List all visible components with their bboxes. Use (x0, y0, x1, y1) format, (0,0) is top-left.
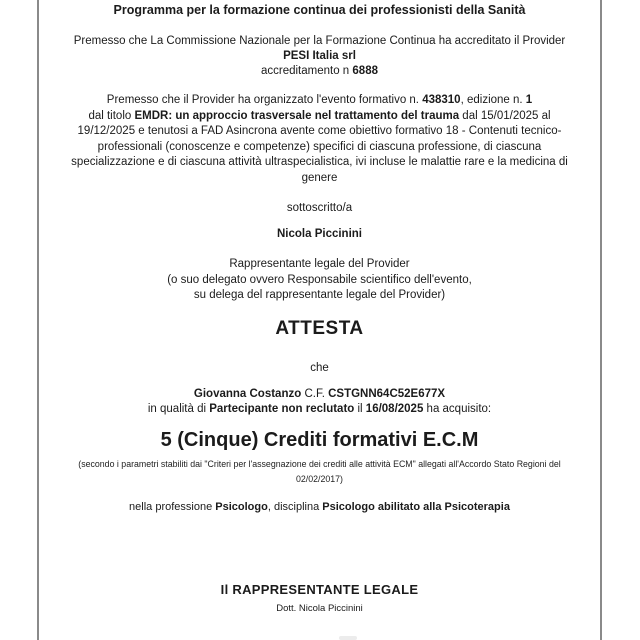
event-line1-text: Premesso che il Provider ha organizzato l'evento formativo n. (106, 94, 423, 106)
representative-name: Dott. Nicola Piccinini (276, 602, 363, 614)
certificate-sheet (37, 0, 602, 640)
participant-block (45, 387, 594, 418)
signature-mark (339, 636, 357, 640)
event-line1 (45, 93, 594, 109)
participant-quality-label: in qualità di (147, 403, 210, 415)
credits-heading: 5 (Cinque) Crediti formativi E.C.M (160, 428, 479, 451)
participant-date-label: il (354, 403, 366, 415)
credits-note-line1: (secondo i parametri stabiliti dai "Criteri per l'assegnazione dei crediti alle attività ECM" allegati all'Accordo Stato Regioni del (78, 458, 561, 469)
event-line3: 19/12/2025 e tenutosi a FAD Asincrona avente come obiettivo formativo 18 - Contenuti tecnico- (77, 125, 562, 137)
signatory-role-line2: (o suo delegato ovvero Responsabile scientifico dell'evento, (167, 273, 472, 286)
profession-line (45, 500, 594, 515)
signatory-role-line3: su delega del rappresentante legale del Provider) (193, 289, 446, 301)
event-title: EMDR: un approccio trasversale nel trattamento del trauma (134, 109, 460, 122)
premise-accreditation-line1: Premesso che La Commissione Nazionale per la Formazione Continua ha accreditato il Provider (73, 35, 566, 47)
event-line1-text2: , edizione n. (460, 94, 526, 106)
participant-acquired-label: ha acquisito: (423, 403, 492, 415)
discipline-value: Psicologo abilitato alla Psicoterapia (322, 500, 510, 513)
event-line6: genere (301, 171, 338, 184)
participant-line2 (45, 402, 594, 418)
credits-note (45, 457, 594, 487)
accreditation-label: accreditamento n (260, 65, 353, 77)
accreditation-number-line (45, 64, 594, 79)
signatory-intro: sottoscritto/a (286, 202, 353, 214)
participant-cf-value: CSTGNN64C52E677X (328, 387, 446, 400)
signatory-role (45, 257, 594, 304)
profession-value: Psicologo (215, 500, 268, 513)
participant-date: 16/08/2025 (365, 403, 424, 415)
signatory-role-line1: Rappresentante legale del Provider (229, 258, 410, 270)
attesta-heading: ATTESTA (275, 317, 364, 339)
signatory-name: Nicola Piccinini (277, 228, 362, 240)
representative-heading: Il RAPPRESENTANTE LEGALE (220, 581, 419, 597)
accreditation-number: 6888 (352, 65, 378, 77)
participant-line1 (45, 387, 594, 403)
certificate-title: Programma per la formazione continua dei professionisti della Sanità (113, 3, 526, 17)
discipline-label: , disciplina (267, 500, 323, 513)
profession-label: nella professione (129, 500, 216, 513)
event-title-label: dal titolo (88, 109, 135, 122)
credits-note-line2: 02/02/2017) (296, 473, 343, 484)
provider-name: PESI Italia srl (283, 50, 356, 62)
premise-accreditation (45, 34, 594, 79)
premise-event (45, 93, 594, 186)
event-edition: 1 (525, 94, 533, 106)
event-number: 438310 (422, 94, 461, 106)
event-date-start: dal 15/01/2025 al (459, 109, 551, 122)
participant-role: Partecipante non reclutato (209, 403, 355, 415)
event-line5: specializzazione e di ciascuna attività ultraspecialistica, ivi incluse le malattie rare e la medicina di (71, 156, 568, 168)
event-line2 (45, 109, 594, 125)
participant-cf-label: C.F. (301, 387, 329, 400)
event-line4: professionali (conoscenze e competenze) specifici di ciascuna professione, di ciascuna (97, 140, 542, 153)
che-text: che (310, 361, 329, 374)
participant-name: Giovanna Costanzo (193, 387, 302, 400)
